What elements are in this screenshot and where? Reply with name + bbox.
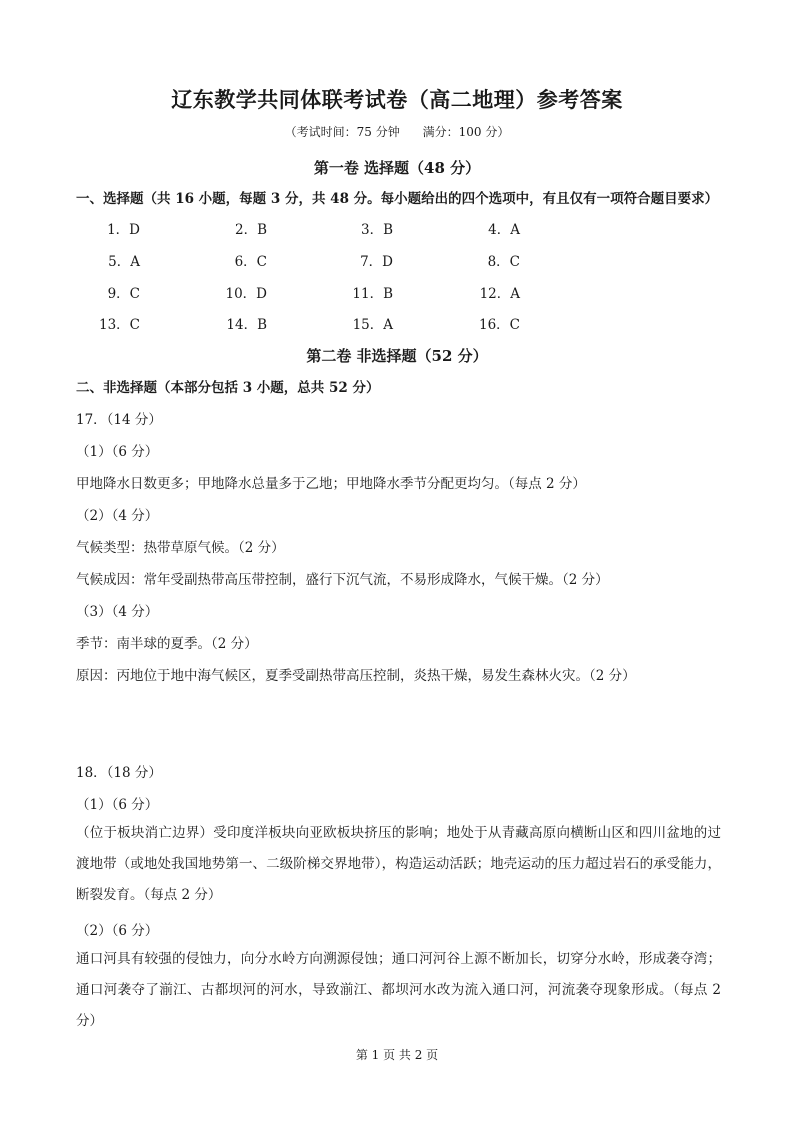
answer-item: 2．B [234,222,267,238]
answer-item: 10．D [225,286,267,302]
q18-sub1-label: （1）（6 分） [76,797,159,813]
page-number: 第 1 页 共 2 页 [355,1048,439,1062]
answer-item: 8．C [487,254,520,270]
q18-sub2-answer: 通口河具有较强的侵蚀力，向分水岭方向溯源侵蚀；通口河河谷上源不断加长，切穿分水岭，形成袭夺湾；通口河袭夺了湔江、古都坝河的河水，导致湔江、都坝河水改为流入通口河，河流袭夺现象形成。（每点 2 分） [76,951,721,1029]
q17-sub1-label: （1）（6 分） [76,444,159,460]
answer-item: 15．A [352,317,393,333]
part2-heading: 第二卷 非选择题（52 分） [306,347,488,365]
answer-item: 1．D [107,222,140,238]
q17-sub3-answer-a: 季节：南半球的夏季。（2 分） [76,636,258,652]
q17-sub2-answer-a: 气候类型：热带草原气候。（2 分） [76,540,285,556]
answer-row [0,313,794,335]
answer-row [0,282,794,304]
answer-item: 4．A [488,222,520,238]
answer-item: 5．A [108,254,140,270]
exam-info: （考试时间：75 分钟 满分：100 分） [284,125,510,139]
answer-item: 3．B [360,222,393,238]
answer-item: 13．C [98,317,140,333]
q17-sub2-label: （2）（4 分） [76,508,159,524]
page-title: 辽东教学共同体联考试卷（高二地理）参考答案 [171,87,623,112]
answer-item: 12．A [479,286,520,302]
q17-sub1-answer: 甲地降水日数更多；甲地降水总量多于乙地；甲地降水季节分配更均匀。（每点 2 分） [76,476,586,492]
answer-item: 7．D [360,254,393,270]
part2-instruction: 二、非选择题（本部分包括 3 小题，总共 52 分） [76,380,380,396]
q17-sub3-label: （3）（4 分） [76,604,159,620]
q18-sub1-answer: （位于板块消亡边界）受印度洋板块向亚欧板块挤压的影响；地处于从青藏高原向横断山区和四川盆地的过渡地带（或地处我国地势第一、二级阶梯交界地带），构造运动活跃；地壳运动的压力超过岩石的承受能力，断裂发育。（每点 2 分） [76,825,721,903]
answer-item: 16．C [478,317,520,333]
q18-label: 18．（18 分） [76,765,162,781]
answer-item: 6．C [234,254,267,270]
q18-sub2-label: （2）（6 分） [76,923,159,939]
answer-item: 14．B [226,317,267,333]
answer-item: 11．B [352,286,393,302]
part1-instruction: 一、选择题（共 16 小题，每题 3 分，共 48 分。每小题给出的四个选项中，有且仅有一项符合题目要求） [76,191,719,207]
part1-heading: 第一卷 选择题（48 分） [313,159,481,177]
q17-sub2-answer-b: 气候成因：常年受副热带高压带控制，盛行下沉气流，不易形成降水，气候干燥。（2 分） [76,572,609,588]
q17-sub3-answer-b: 原因：丙地位于地中海气候区，夏季受副热带高压控制，炎热干燥，易发生森林火灾。（2 分） [76,668,636,684]
answer-row [0,250,794,272]
answer-item: 9．C [107,286,140,302]
q17-label: 17．（14 分） [76,412,162,428]
answer-row [0,218,794,240]
